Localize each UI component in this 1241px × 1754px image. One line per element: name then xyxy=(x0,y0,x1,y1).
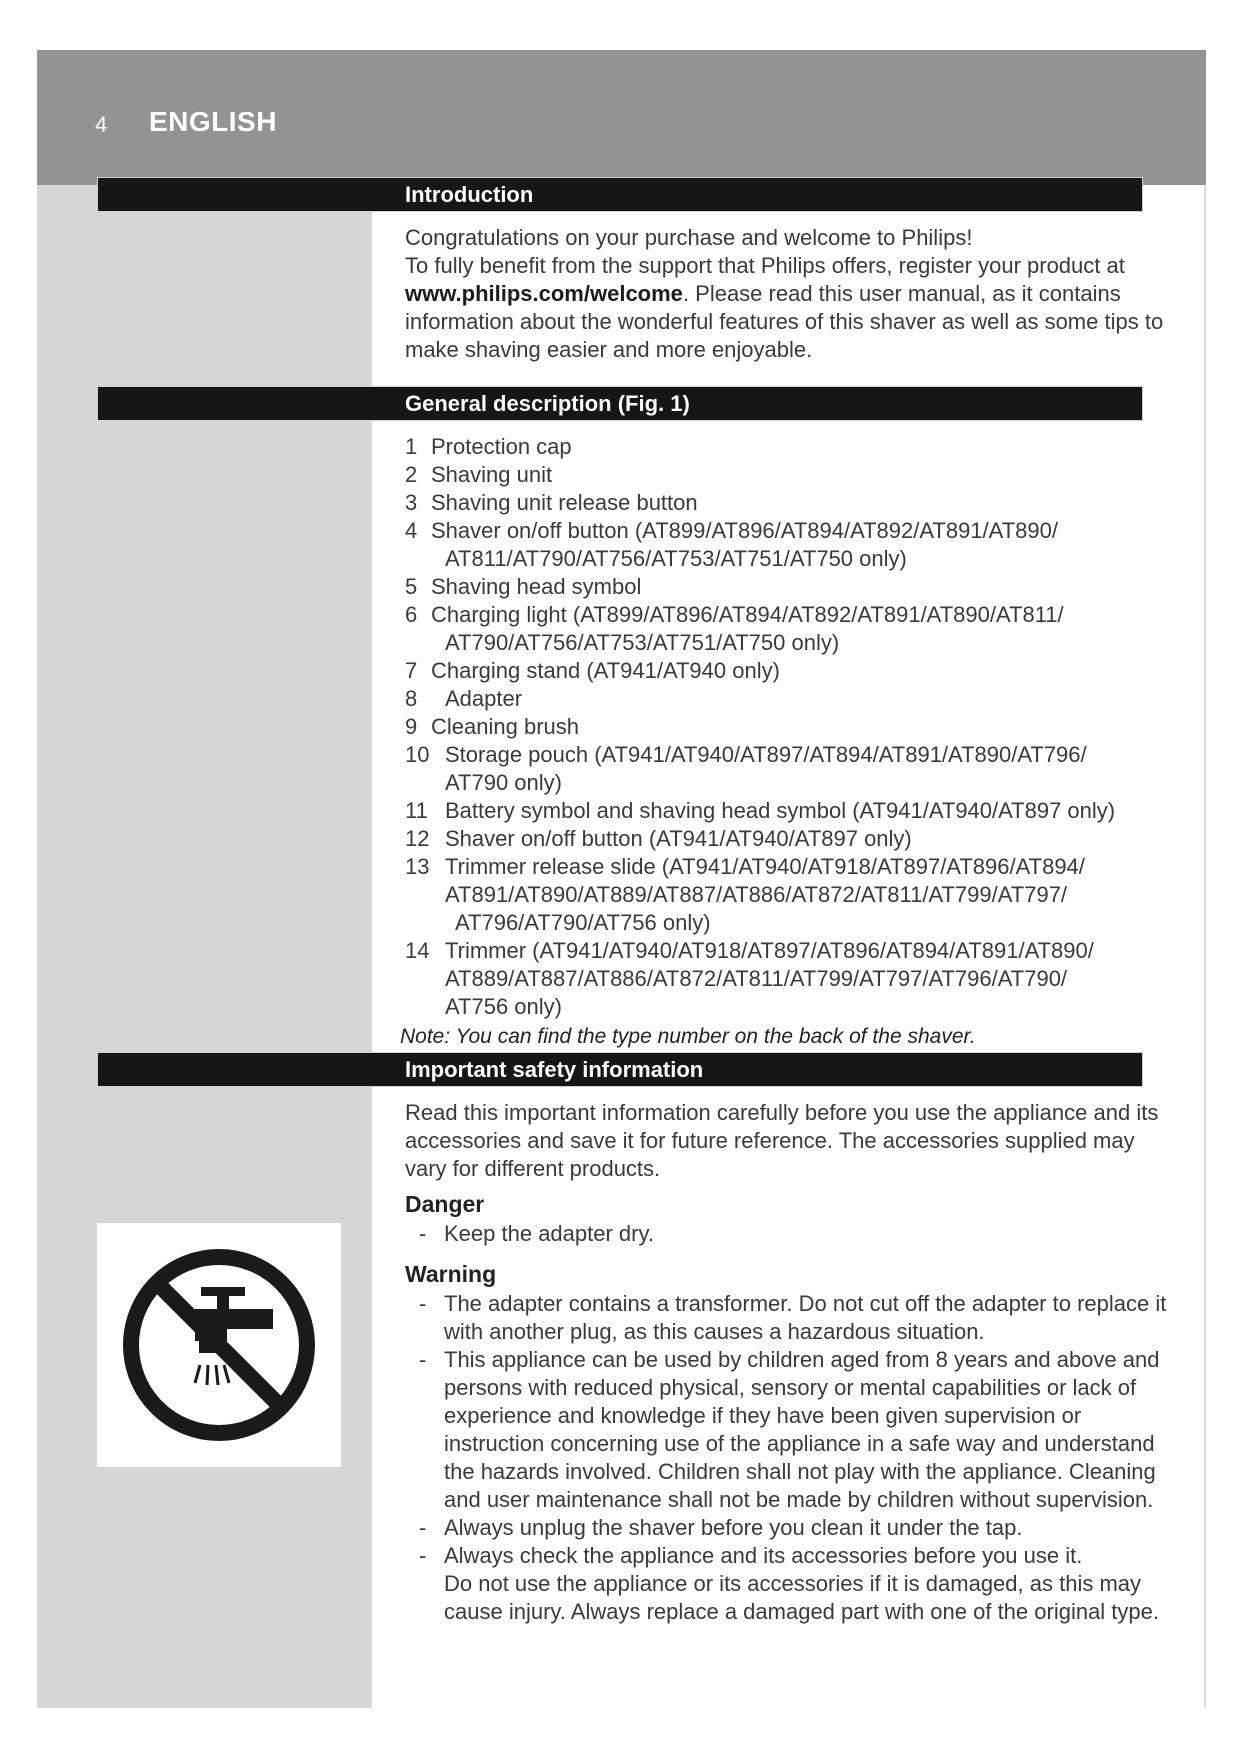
item-number: 11 xyxy=(405,798,428,823)
item-number: 14 xyxy=(405,938,430,963)
list-item xyxy=(405,573,1165,601)
list-item xyxy=(405,741,1165,797)
warning-text: The adapter contains a transformer. Do not cut off the adapter to replace it with another plug, as this causes a hazardous situation. xyxy=(444,1291,1167,1344)
intro-line-2-pre: To fully benefit from the support that Philips offers, register your product at xyxy=(405,253,1125,278)
section-header-safety xyxy=(97,1052,1143,1087)
item-number: 1 xyxy=(405,434,418,459)
list-item xyxy=(405,657,1165,685)
list-item: - Keep the adapter dry. xyxy=(417,1220,1177,1248)
safety-intro-text: Read this important information carefully before you use the appliance and its accessories and save it for future reference. The accessories supplied may vary for different products. xyxy=(405,1100,1159,1181)
safety-intro xyxy=(405,1099,1165,1183)
item-text-cont: AT790 only) xyxy=(445,770,562,795)
warning-heading: Warning xyxy=(405,1261,497,1287)
item-number: 2 xyxy=(405,462,418,487)
intro-line-2-post: . Please read this user manual, as it contains information about the wonderful features of this shaver as well as some tips to make shaving easier and more enjoyable. xyxy=(405,281,1164,362)
item-text: Shaving unit xyxy=(431,462,553,487)
item-text-cont: AT756 only) xyxy=(445,994,562,1019)
list-item xyxy=(417,1290,1177,1346)
item-text-cont: AT790/AT756/AT753/AT751/AT750 only) xyxy=(445,630,840,655)
warning-text: Always check the appliance and its accessories before you use it. xyxy=(444,1543,1083,1568)
list-item xyxy=(405,461,1165,489)
list-item xyxy=(405,601,1165,657)
item-text-cont: AT891/AT890/AT889/AT887/AT886/AT872/AT811/AT799/AT797/ xyxy=(445,882,1068,907)
list-item xyxy=(405,685,1165,713)
safety-icon-panel xyxy=(97,1223,341,1467)
warning-extra-text: Do not use the appliance or its accessories if it is damaged, as this may cause injury. Always replace a damaged part with one of the original type. xyxy=(444,1571,1159,1624)
item-number: 9 xyxy=(405,714,418,739)
warning-text: This appliance can be used by children aged from 8 years and above and persons with reduced physical, sensory or mental capabilities or lack of experience and knowledge if they have been given supervision or instruction concerning use of the appliance in a safe way and understand the hazards involved. Children shall not play with the appliance. Cleaning and user maintenance shall not be made by children without supervision. xyxy=(444,1347,1160,1512)
intro-line-1: Congratulations on your purchase and welcome to Philips! xyxy=(405,225,973,250)
list-item xyxy=(405,713,1165,741)
list-item xyxy=(405,825,1165,853)
item-text: Adapter xyxy=(445,686,523,711)
item-text: Cleaning brush xyxy=(431,714,579,739)
list-item xyxy=(405,433,1165,461)
item-number: 8 xyxy=(405,686,418,711)
right-edge-line xyxy=(1204,185,1206,1708)
list-item xyxy=(417,1542,1177,1626)
item-text-cont: AT889/AT887/AT886/AT872/AT811/AT799/AT797/AT796/AT790/ xyxy=(445,966,1068,991)
list-item xyxy=(417,1346,1177,1514)
item-number: 13 xyxy=(405,854,430,879)
list-item xyxy=(405,517,1165,573)
item-number: 12 xyxy=(405,826,430,851)
item-number: 7 xyxy=(405,658,418,683)
type-number-note: Note: You can find the type number on the back of the shaver. xyxy=(400,1025,976,1048)
item-text-cont: AT796/AT790/AT756 only) xyxy=(455,910,711,935)
item-number: 10 xyxy=(405,742,430,767)
section-title: Introduction xyxy=(405,182,534,207)
item-text: Shaver on/off button (AT941/AT940/AT897 only) xyxy=(445,826,912,851)
item-text: Protection cap xyxy=(431,434,572,459)
introduction-text xyxy=(405,224,1165,364)
danger-heading: Danger xyxy=(405,1191,485,1217)
list-item xyxy=(417,1514,1177,1542)
item-number: 4 xyxy=(405,518,418,543)
danger-list xyxy=(417,1220,1177,1248)
language-title: ENGLISH xyxy=(149,106,277,137)
item-number: 6 xyxy=(405,602,418,627)
no-water-tap-icon xyxy=(97,1223,341,1467)
item-text: Charging light (AT899/AT896/AT894/AT892/AT891/AT890/AT811/ xyxy=(431,602,1064,627)
item-text: Battery symbol and shaving head symbol (AT941/AT940/AT897 only) xyxy=(445,798,1116,823)
section-title: General description (Fig. 1) xyxy=(405,391,690,416)
section-header-introduction xyxy=(97,177,1143,212)
item-text: Shaver on/off button (AT899/AT896/AT894/AT892/AT891/AT890/ xyxy=(431,518,1058,543)
item-text: Storage pouch (AT941/AT940/AT897/AT894/AT891/AT890/AT796/ xyxy=(445,742,1087,767)
warning-list xyxy=(417,1290,1177,1626)
list-item xyxy=(405,797,1165,825)
item-text: Trimmer (AT941/AT940/AT918/AT897/AT896/AT894/AT891/AT890/ xyxy=(445,938,1094,963)
item-text-cont: AT811/AT790/AT756/AT753/AT751/AT750 only) xyxy=(445,546,907,571)
page-number: 4 xyxy=(95,112,108,137)
section-header-general-description xyxy=(97,386,1143,421)
website-link[interactable]: www.philips.com/welcome xyxy=(405,281,683,306)
list-item xyxy=(405,489,1165,517)
item-text: Shaving head symbol xyxy=(431,574,642,599)
item-text: Shaving unit release button xyxy=(431,490,698,515)
item-text: Charging stand (AT941/AT940 only) xyxy=(431,658,780,683)
list-item xyxy=(405,937,1165,1021)
component-list xyxy=(405,433,1165,1021)
intro-paragraph xyxy=(405,252,1165,364)
section-title: Important safety information xyxy=(405,1057,704,1082)
list-item xyxy=(405,853,1165,937)
icon-pointer xyxy=(307,1225,341,1251)
warning-text: Always unplug the shaver before you clean it under the tap. xyxy=(444,1515,1023,1540)
item-text: Trimmer release slide (AT941/AT940/AT918/AT897/AT896/AT894/ xyxy=(445,854,1085,879)
item-number: 3 xyxy=(405,490,418,515)
item-number: 5 xyxy=(405,574,418,599)
